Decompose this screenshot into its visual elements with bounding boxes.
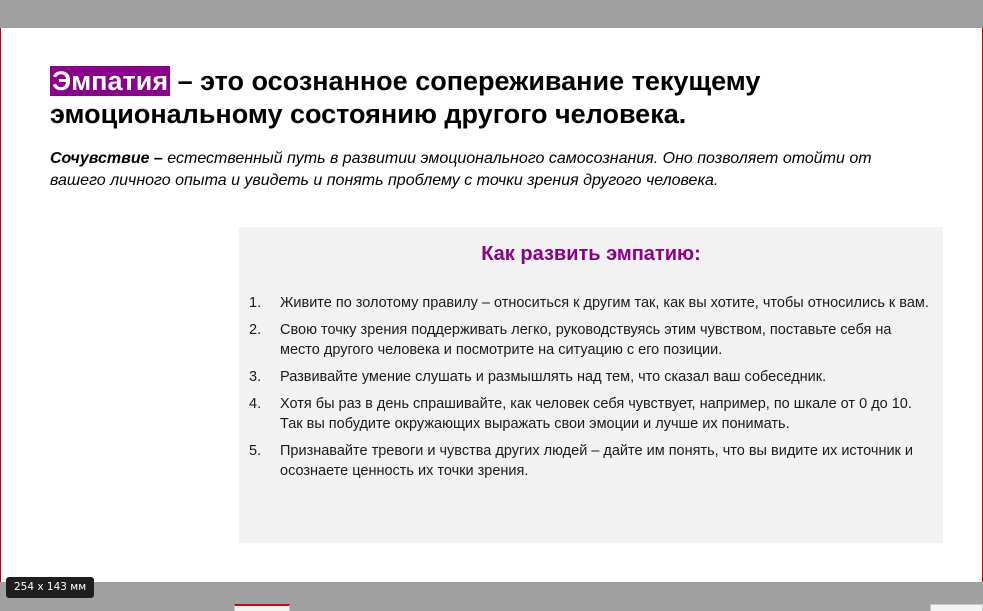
slide-subtitle: [50, 148, 930, 192]
slide-title: [50, 65, 930, 131]
list-item-number: 1.: [249, 295, 262, 311]
title-rest: – это осознанное сопереживание текущему эмоциональному состоянию другого человека.: [50, 66, 761, 129]
list-item-number: 5.: [249, 443, 262, 459]
list-item-text: Свою точку зрения поддерживать легко, руководствуясь этим чувством, поставьте себя на место другого человека и посмотрите на ситуацию с его позиции.: [280, 322, 892, 358]
tips-panel: [239, 227, 943, 543]
list-item-text: Живите по золотому правилу – относиться к другим так, как вы хотите, чтобы относились к вам.: [280, 295, 929, 311]
list-item: [249, 293, 929, 313]
list-item-number: 3.: [249, 369, 262, 385]
subtitle-term: Сочувствие –: [50, 150, 163, 167]
subtitle-rest: естественный путь в развитии эмоционального самосознания. Оно позволяет отойти от вашего личного опыта и увидеть и понять проблему с точки зрения другого человека.: [50, 150, 872, 189]
list-item-text: Развивайте умение слушать и размышлять над тем, что сказал ваш собеседник.: [280, 369, 827, 385]
bottom-tab[interactable]: [930, 604, 983, 611]
list-item-number: 2.: [249, 322, 262, 338]
tips-list: [249, 293, 929, 488]
list-item-number: 4.: [249, 396, 262, 412]
slide: [0, 28, 983, 582]
slide-size-tooltip: 254 x 143 мм: [6, 577, 94, 598]
list-item: [249, 441, 929, 481]
list-item-text: Хотя бы раз в день спрашивайте, как человек себя чувствует, например, по шкале от 0 до 10. Так вы побудите окружающих выражать свои эмоции и лучше их понимать.: [280, 396, 912, 432]
list-item: [249, 394, 929, 434]
panel-title: Как развить эмпатию:: [481, 243, 701, 265]
bottom-tab-strip: [0, 604, 983, 611]
list-item-text: Признавайте тревоги и чувства других людей – дайте им понять, что вы видите их источник и осознаете ценность их точки зрения.: [280, 443, 914, 479]
bottom-tab[interactable]: [234, 604, 290, 611]
list-item: [249, 367, 929, 387]
top-gray-bar: [0, 0, 983, 28]
title-highlight-term: Эмпатия: [52, 66, 169, 96]
list-item: [249, 320, 929, 360]
